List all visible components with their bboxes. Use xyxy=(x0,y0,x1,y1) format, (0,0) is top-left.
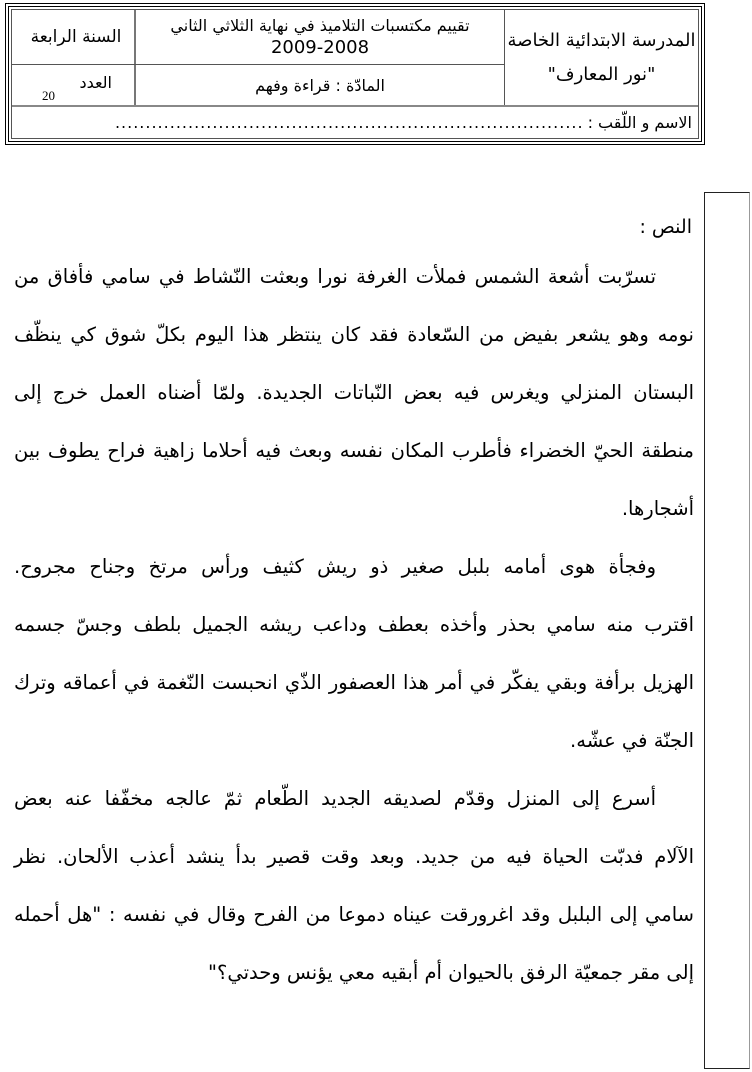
school-name-line2: "نور المعارف" xyxy=(547,63,656,85)
school-name-line1: المدرسة الابتدائية الخاصة xyxy=(507,29,696,51)
grade-label: السنة الرابعة xyxy=(30,27,122,47)
passage-line: البستان المنزلي ويغرس فيه بعض النّباتات الجديدة. ولمّا أضناه العمل خرج إلى xyxy=(14,381,694,404)
evaluation-title: تقييم مكتسبات التلاميذ في نهاية الثلاثي الثاني xyxy=(170,16,470,35)
passage-line: الآلام فدبّت الحياة فيه من جديد. وبعد وقت قصير بدأ ينشد أعذب الألحان. نظر xyxy=(14,845,694,868)
score-cell xyxy=(12,65,140,105)
subject-label: المادّة : قراءة وفهم xyxy=(255,75,385,95)
subject-cell xyxy=(134,65,504,105)
passage-line: أشجارها. xyxy=(621,497,694,520)
grade-cell xyxy=(12,10,140,65)
passage-line: الجنّة في عشّه. xyxy=(570,729,694,752)
passage-line: اقترب منه سامي بحذر وأخذه بعطف وداعب ريشه الجميل بلطف وجسّ جسمه xyxy=(14,613,694,636)
text-section-title: النص : xyxy=(639,216,692,238)
student-name-label: الاسم و اللّقب : xyxy=(587,113,692,132)
passage-line: وفجأة هوى أمامه بلبل صغير ذو ريش كثيف ورأس مرتخ وجناح مجروح. xyxy=(14,555,656,578)
passage-line: منطقة الحيّ الخضراء فأطرب المكان نفسه وبعث فيه أحلاما زاهية فراح يطوف بين xyxy=(14,439,694,462)
passage-line: تسرّبت أشعة الشمس فملأت الغرفة نورا وبعثت النّشاط في سامي فأفاق من xyxy=(14,265,656,288)
passage-line: أسرع إلى المنزل وقدّم لصديقه الجديد الطّعام ثمّ عالجه مخفّفا عنه بعض xyxy=(14,787,656,810)
student-name-row[interactable] xyxy=(12,105,698,138)
passage-line: الهزيل برأفة وبقي يفكّر في أمر هذا العصفور الذّي انحبست النّغمة في أعماقه وترك xyxy=(14,671,694,694)
score-label: العدد xyxy=(79,73,112,92)
exam-header xyxy=(5,3,705,145)
passage-line: إلى مقر جمعيّة الرفق بالحيوان أم أبقيه معي يؤنس وحدتي؟" xyxy=(208,961,694,984)
passage-line: سامي إلى البلبل وقد اغرورقت عيناه دموعا من الفرح وقال في نفسه : "هل أحمله xyxy=(14,903,694,926)
student-name-field[interactable]: ............................................................................. xyxy=(114,113,584,132)
grading-margin-box xyxy=(704,192,750,1069)
score-max-value: 20 xyxy=(42,88,55,103)
evaluation-title-cell xyxy=(134,10,504,65)
school-year: 2009-2008 xyxy=(270,37,370,58)
school-name-cell xyxy=(504,10,698,105)
exam-header-inner xyxy=(11,9,699,139)
passage-line: نومه وهو يشعر بفيض من السّعادة فقد كان ينتظر هذا اليوم بكلّ شوق كي ينظّف xyxy=(14,323,694,346)
reading-passage xyxy=(14,248,694,1002)
